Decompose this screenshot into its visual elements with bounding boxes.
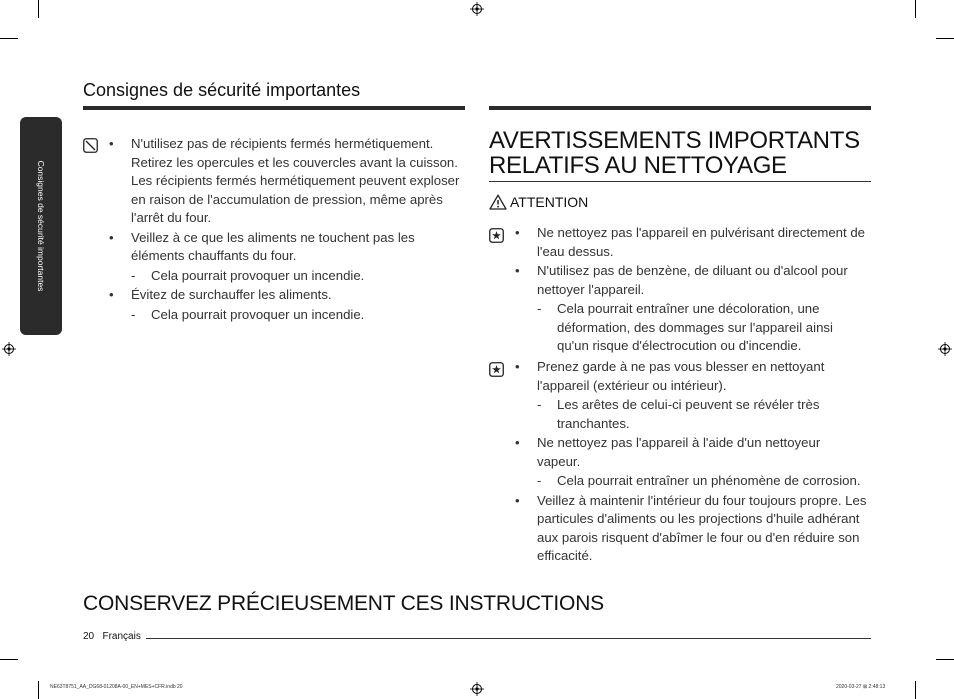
cleaning-group-1	[515, 224, 867, 357]
registration-mark-icon	[2, 342, 16, 356]
list-item: • Veillez à maintenir l'intérieur du four toujours propre. Les particules d'aliments ou les projections d'huile adhérant aux parois risquent d'abîmer le four ou d'en réduire son efficacité.	[515, 492, 867, 563]
page-footer	[83, 631, 141, 642]
attention-text: ATTENTION	[510, 194, 589, 210]
side-tab-label: Consignes de sécurité importantes	[36, 160, 46, 292]
crop-mark	[936, 38, 954, 39]
warning-triangle-icon	[489, 194, 507, 210]
section-heading: Consignes de sécurité importantes	[83, 80, 361, 100]
list-item: • Veillez à ce que les aliments ne touchent pas les éléments chauffants du four.	[109, 229, 415, 263]
title-underline	[489, 181, 871, 182]
print-slug-right: 2020-03-27 ⊠ 2:48:13	[836, 684, 886, 690]
side-tab	[20, 117, 62, 335]
star-box-icon	[489, 228, 504, 243]
cleaning-group-2	[515, 358, 867, 567]
list-item: • N'utilisez pas de benzène, de diluant ou d'alcool pour nettoyer l'appareil.	[515, 263, 848, 297]
crop-mark	[38, 0, 39, 18]
section-rule-right	[489, 106, 871, 110]
footer-rule	[146, 638, 871, 639]
list-subitem: - Cela pourrait entraîner une décoloration, une déformation, des dommages sur l'appareil ainsi qu'un risque d'électrocution ou d'incendie.	[537, 301, 833, 353]
footer-title: CONSERVEZ PRÉCIEUSEMENT CES INSTRUCTIONS	[83, 592, 604, 615]
star-box-icon	[489, 362, 504, 377]
registration-mark-icon	[470, 2, 484, 16]
registration-mark-icon	[938, 342, 952, 356]
print-slug-left: NE63T8751_AA_DG68-01208A-00_EN+MES+CFR.indb 20	[50, 684, 183, 690]
list-item: • Évitez de surchauffer les aliments.	[109, 287, 332, 302]
page-language: Français	[102, 631, 141, 642]
registration-mark-icon	[470, 682, 484, 696]
crop-mark	[0, 659, 18, 660]
list-item: • Ne nettoyez pas l'appareil en pulvérisant directement de l'eau dessus.	[515, 225, 866, 259]
crop-mark	[0, 38, 18, 39]
list-subitem: - Cela pourrait provoquer un incendie.	[131, 306, 365, 322]
crop-mark	[936, 659, 954, 660]
list-subitem: - Cela pourrait entraîner un phénomène de corrosion.	[537, 473, 861, 488]
prohibited-icon	[83, 138, 98, 153]
attention-label	[489, 194, 588, 210]
crop-mark	[915, 681, 916, 699]
crop-mark	[915, 0, 916, 18]
list-subitem: - Cela pourrait provoquer un incendie.	[131, 267, 365, 283]
list-item: • Prenez garde à ne pas vous blesser en nettoyant l'appareil (extérieur ou intérieur).	[515, 359, 825, 393]
cleaning-warnings-title: AVERTISSEMENTS IMPORTANTS RELATIFS AU NETTOYAGE	[489, 127, 860, 179]
list-item: • N'utilisez pas de récipients fermés hermétiquement. Retirez les opercules et les couvercles avant la cuisson. Les récipients fermés hermétiquement peuvent exploser en raison de l'accumulation de pression, même après l'arrêt du four.	[109, 136, 460, 225]
page-number: 20	[83, 631, 95, 642]
crop-mark	[38, 681, 39, 699]
left-column	[109, 135, 461, 325]
list-item: • Ne nettoyez pas l'appareil à l'aide d'un nettoyeur vapeur.	[515, 435, 821, 469]
section-rule-left	[83, 106, 465, 110]
list-subitem: - Les arêtes de celui-ci peuvent se révéler très tranchantes.	[537, 397, 820, 431]
